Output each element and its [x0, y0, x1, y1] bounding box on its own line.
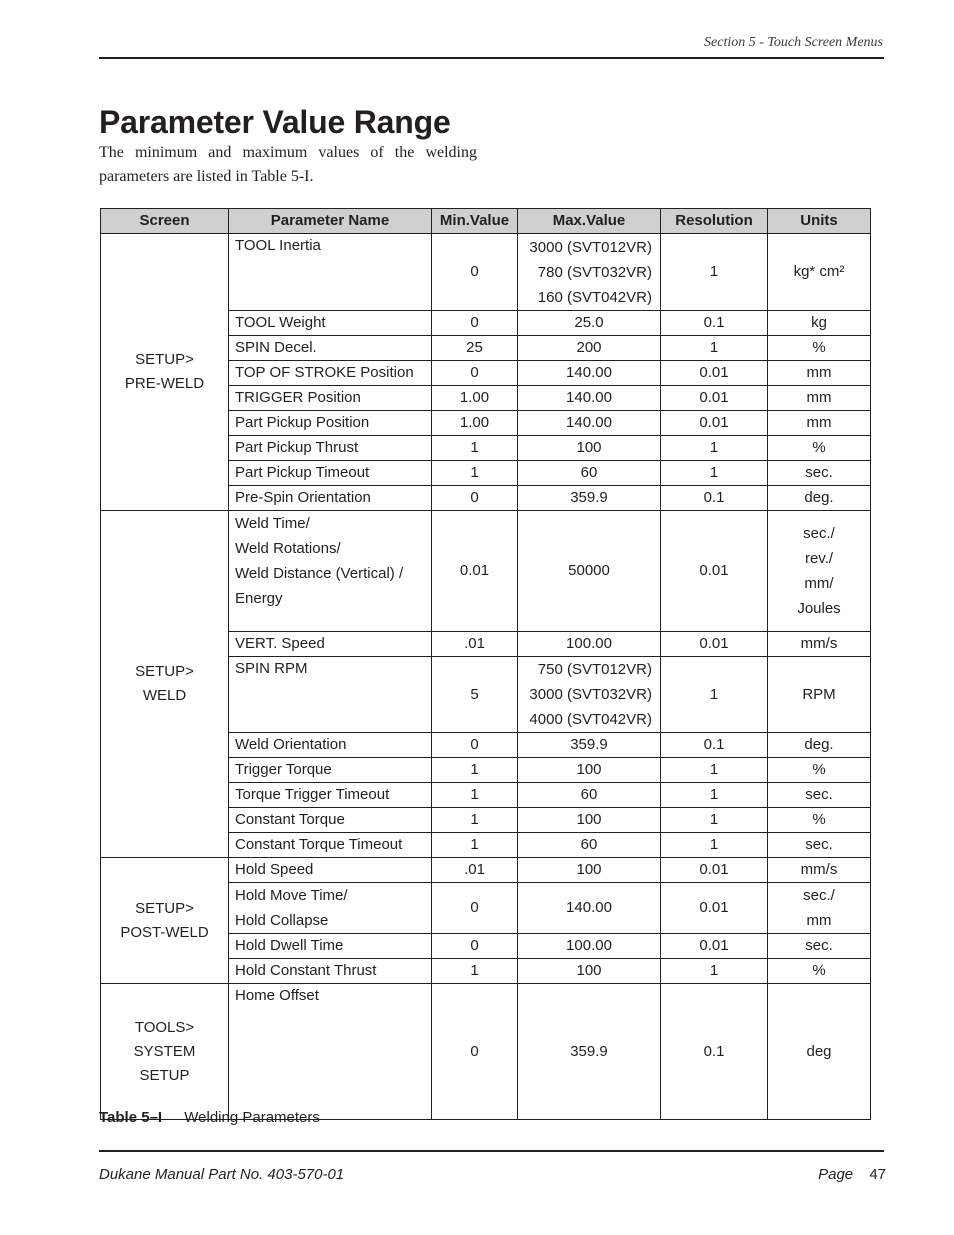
manual-part-number: Dukane Manual Part No. 403-570-01 [99, 1166, 345, 1183]
units-cell [768, 461, 871, 486]
units-cell [768, 858, 871, 883]
units-cell [768, 883, 871, 934]
parameter-name: Weld Time/ [235, 515, 310, 532]
screen-label: SYSTEM [133, 1042, 196, 1060]
unit-value: deg. [804, 736, 834, 753]
unit-value: % [812, 962, 826, 979]
intro-paragraph: The minimum and maximum values of the welding parameters are listed in Table 5-I. [99, 144, 477, 185]
unit-value: mm [806, 414, 832, 431]
parameter-name: Energy [235, 590, 283, 607]
resolution-cell: 0.01 [661, 632, 768, 657]
parameter-name: Constant Torque [235, 811, 345, 828]
max-value: 100 [576, 439, 602, 456]
resolution-cell: 1 [661, 436, 768, 461]
resolution-cell: 0.01 [661, 386, 768, 411]
resolution-cell: 1 [661, 234, 768, 311]
header-rule [99, 57, 884, 59]
min-value-cell: 1 [432, 833, 518, 858]
parameter-name: Hold Collapse [235, 912, 329, 929]
max-value-cell [518, 461, 661, 486]
max-value: 359.9 [570, 736, 608, 753]
unit-value: mm [806, 364, 832, 381]
parameter-name: Constant Torque Timeout [235, 836, 403, 853]
column-header: Parameter Name [229, 209, 432, 234]
units-cell [768, 733, 871, 758]
max-value: 100 [576, 761, 602, 778]
parameter-name-cell [229, 486, 432, 511]
max-value-cell [518, 311, 661, 336]
parameter-name-cell [229, 758, 432, 783]
max-value-cell [518, 783, 661, 808]
resolution-cell: 0.01 [661, 511, 768, 632]
unit-value: sec. [805, 937, 833, 954]
parameter-name-cell [229, 657, 432, 733]
unit-value: Joules [797, 600, 841, 617]
min-value-cell: 0 [432, 984, 518, 1120]
min-value-cell: 0 [432, 883, 518, 934]
parameter-name: SPIN RPM [235, 660, 308, 677]
units-cell [768, 361, 871, 386]
max-value: 25.0 [574, 314, 604, 331]
screen-label: SETUP [139, 1066, 190, 1084]
min-value-cell: 1.00 [432, 386, 518, 411]
max-value-cell [518, 883, 661, 934]
parameter-name: TOP OF STROKE Position [235, 364, 414, 381]
unit-value: kg [811, 314, 827, 331]
parameter-name: TRIGGER Position [235, 389, 361, 406]
max-value: 4000 (SVT042VR) [529, 711, 652, 728]
parameter-name: Torque Trigger Timeout [235, 786, 390, 803]
parameter-name-cell [229, 632, 432, 657]
page-number-block [818, 1166, 886, 1183]
units-cell [768, 808, 871, 833]
min-value-cell: .01 [432, 632, 518, 657]
column-header: Min.Value [432, 209, 518, 234]
resolution-cell: 0.01 [661, 361, 768, 386]
unit-value: mm/s [800, 635, 838, 652]
min-value-cell: 0 [432, 934, 518, 959]
min-value-cell: 1 [432, 808, 518, 833]
units-cell [768, 311, 871, 336]
unit-value: kg* cm² [793, 263, 845, 280]
max-value: 140.00 [566, 364, 612, 381]
parameter-name: Weld Rotations/ [235, 540, 341, 557]
resolution-cell: 0.1 [661, 733, 768, 758]
max-value: 3000 (SVT032VR) [529, 686, 652, 703]
parameter-name-cell [229, 436, 432, 461]
parameter-name: Part Pickup Thrust [235, 439, 359, 456]
section-header: Section 5 - Touch Screen Menus [704, 35, 883, 50]
units-cell [768, 833, 871, 858]
resolution-cell: 0.01 [661, 411, 768, 436]
parameter-name: Hold Speed [235, 861, 314, 878]
units-cell [768, 959, 871, 984]
max-value-cell [518, 411, 661, 436]
max-value-cell [518, 511, 661, 632]
parameter-name: Pre-Spin Orientation [235, 489, 371, 506]
min-value-cell: 1 [432, 758, 518, 783]
parameter-name-cell [229, 783, 432, 808]
units-cell [768, 758, 871, 783]
parameter-name: VERT. Speed [235, 635, 325, 652]
parameter-name-cell [229, 411, 432, 436]
max-value: 100.00 [566, 635, 612, 652]
resolution-cell: 0.01 [661, 934, 768, 959]
max-value: 140.00 [566, 414, 612, 431]
resolution-cell: 0.1 [661, 984, 768, 1120]
table-row [101, 858, 871, 883]
resolution-cell: 1 [661, 336, 768, 361]
resolution-cell: 0.01 [661, 883, 768, 934]
footer-rule [99, 1150, 884, 1152]
unit-value: rev./ [804, 550, 834, 567]
resolution-cell: 1 [661, 808, 768, 833]
column-header: Resolution [661, 209, 768, 234]
units-cell [768, 436, 871, 461]
max-value: 60 [580, 836, 598, 853]
caption-label: Table 5–I [99, 1109, 163, 1126]
unit-value: sec./ [803, 525, 835, 542]
units-cell [768, 386, 871, 411]
resolution-cell: 1 [661, 833, 768, 858]
min-value-cell: 1.00 [432, 411, 518, 436]
table-caption [99, 1109, 320, 1126]
unit-value: RPM [802, 685, 836, 703]
parameter-name-cell [229, 511, 432, 632]
units-cell [768, 632, 871, 657]
units-cell [768, 411, 871, 436]
min-value-cell: 0 [432, 486, 518, 511]
table-row [101, 234, 871, 311]
resolution-cell: 0.1 [661, 486, 768, 511]
max-value-cell [518, 758, 661, 783]
parameter-name: Part Pickup Timeout [235, 464, 370, 481]
units-cell [768, 783, 871, 808]
column-header: Max.Value [518, 209, 661, 234]
max-value: 100.00 [566, 937, 612, 954]
units-cell [768, 486, 871, 511]
resolution-cell: 1 [661, 959, 768, 984]
parameter-name-cell [229, 883, 432, 934]
max-value: 750 (SVT012VR) [537, 661, 652, 678]
unit-value: % [812, 439, 826, 456]
min-value-cell: .01 [432, 858, 518, 883]
screen-cell [101, 984, 229, 1120]
resolution-cell: 1 [661, 461, 768, 486]
max-value: 50000 [568, 562, 610, 579]
unit-value: sec. [805, 836, 833, 853]
max-value: 3000 (SVT012VR) [529, 238, 652, 256]
screen-label: SETUP> [135, 899, 194, 917]
unit-value: mm/ [804, 575, 834, 592]
max-value: 100 [576, 811, 602, 828]
min-value-cell: 25 [432, 336, 518, 361]
parameter-name-cell [229, 234, 432, 311]
unit-value: deg. [804, 489, 834, 506]
max-value: 60 [580, 786, 598, 803]
min-value-cell: 0.01 [432, 511, 518, 632]
unit-value: sec. [805, 464, 833, 481]
screen-label: SETUP> [135, 663, 194, 680]
parameter-name: Part Pickup Position [235, 414, 370, 431]
resolution-cell: 1 [661, 758, 768, 783]
parameter-name-cell [229, 311, 432, 336]
parameter-name-cell [229, 336, 432, 361]
max-value-cell [518, 336, 661, 361]
units-cell [768, 511, 871, 632]
max-value: 60 [580, 464, 598, 481]
max-value-cell [518, 632, 661, 657]
table-header-row [101, 209, 871, 234]
parameter-name-cell [229, 959, 432, 984]
parameter-name: TOOL Inertia [235, 237, 321, 254]
parameter-name-cell [229, 858, 432, 883]
parameter-name-cell [229, 984, 432, 1120]
units-cell [768, 336, 871, 361]
parameter-name-cell [229, 361, 432, 386]
parameter-name: Hold Constant Thrust [235, 962, 377, 979]
max-value-cell [518, 733, 661, 758]
unit-value: mm [806, 389, 832, 406]
page-label: Page [818, 1166, 854, 1183]
max-value: 140.00 [566, 389, 612, 406]
resolution-cell: 1 [661, 783, 768, 808]
parameter-name-cell [229, 461, 432, 486]
resolution-cell: 1 [661, 657, 768, 733]
max-value-cell [518, 486, 661, 511]
parameter-name: Home Offset [235, 987, 319, 1004]
max-value-cell [518, 234, 661, 311]
units-cell [768, 657, 871, 733]
parameter-name-cell [229, 833, 432, 858]
unit-value: % [812, 761, 826, 778]
resolution-cell: 0.01 [661, 858, 768, 883]
unit-value: % [812, 811, 826, 828]
table-row [101, 511, 871, 632]
parameter-name: Hold Dwell Time [235, 937, 344, 954]
parameter-name: Weld Orientation [235, 736, 347, 753]
parameters-table [100, 208, 871, 1120]
max-value: 100 [576, 962, 602, 979]
max-value: 140.00 [566, 899, 612, 916]
unit-value: sec./ [803, 887, 835, 904]
max-value-cell [518, 386, 661, 411]
column-header: Units [768, 209, 871, 234]
screen-label: POST-WELD [120, 923, 209, 941]
max-value-cell [518, 858, 661, 883]
max-value-cell [518, 984, 661, 1120]
min-value-cell: 0 [432, 361, 518, 386]
unit-value: mm/s [800, 861, 838, 878]
max-value: 359.9 [570, 1042, 608, 1060]
max-value-cell [518, 808, 661, 833]
parameter-name: SPIN Decel. [235, 339, 317, 356]
max-value-cell [518, 833, 661, 858]
parameter-name-cell [229, 808, 432, 833]
max-value: 359.9 [570, 489, 608, 506]
max-value: 780 (SVT032VR) [537, 263, 652, 281]
screen-cell [101, 858, 229, 984]
page-title: Parameter Value Range [99, 104, 451, 140]
screen-label: TOOLS> [134, 1018, 195, 1036]
min-value-cell: 1 [432, 436, 518, 461]
min-value-cell: 1 [432, 461, 518, 486]
table-row [101, 984, 871, 1120]
resolution-cell: 0.1 [661, 311, 768, 336]
screen-label: WELD [142, 687, 187, 704]
max-value-cell [518, 361, 661, 386]
min-value-cell: 1 [432, 959, 518, 984]
min-value-cell: 0 [432, 234, 518, 311]
unit-value: deg [806, 1042, 832, 1060]
screen-label: PRE-WELD [124, 375, 205, 392]
parameter-name-cell [229, 386, 432, 411]
max-value-cell [518, 436, 661, 461]
parameter-name-cell [229, 934, 432, 959]
page-number: 47 [869, 1166, 886, 1183]
max-value-cell [518, 959, 661, 984]
column-header: Screen [101, 209, 229, 234]
max-value: 160 (SVT042VR) [537, 288, 652, 306]
parameter-name: TOOL Weight [235, 314, 326, 331]
min-value-cell: 0 [432, 733, 518, 758]
min-value-cell: 1 [432, 783, 518, 808]
parameter-name-cell [229, 733, 432, 758]
units-cell [768, 984, 871, 1120]
parameter-name: Hold Move Time/ [235, 887, 348, 904]
max-value-cell [518, 934, 661, 959]
unit-value: % [812, 339, 826, 356]
parameter-name: Trigger Torque [235, 761, 332, 778]
units-cell [768, 234, 871, 311]
units-cell [768, 934, 871, 959]
screen-cell [101, 234, 229, 511]
max-value: 100 [576, 861, 602, 878]
screen-label: SETUP> [135, 351, 194, 368]
max-value-cell [518, 657, 661, 733]
screen-cell [101, 511, 229, 858]
unit-value: sec. [805, 786, 833, 803]
max-value: 200 [576, 339, 602, 356]
parameter-name: Weld Distance (Vertical) / [235, 565, 404, 582]
unit-value: mm [806, 912, 832, 929]
min-value-cell: 5 [432, 657, 518, 733]
caption-text: Welding Parameters [184, 1109, 320, 1126]
min-value-cell: 0 [432, 311, 518, 336]
